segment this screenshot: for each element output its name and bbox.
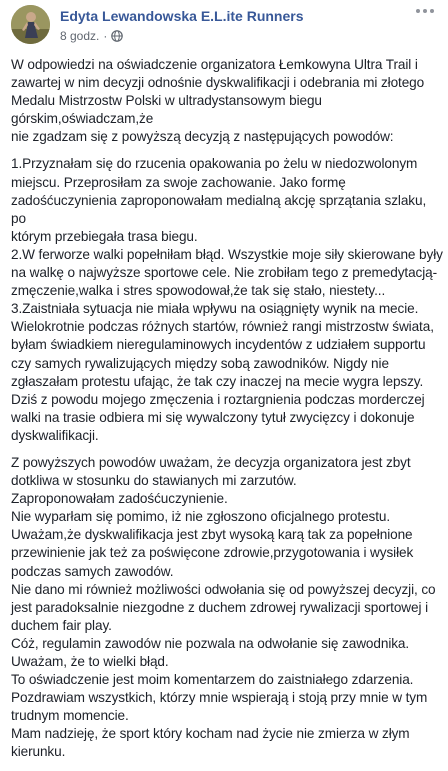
globe-icon[interactable] [111, 30, 123, 42]
post-header [0, 0, 448, 50]
author-name[interactable]: Edyta Lewandowska E.L.ite Runners [60, 8, 304, 24]
avatar-photo [11, 5, 50, 44]
more-options-icon[interactable] [414, 4, 436, 18]
avatar[interactable] [11, 5, 50, 44]
post-meta [60, 29, 123, 43]
post-timestamp[interactable]: 8 godz. [60, 29, 100, 43]
post-paragraph: 1.Przyznałam się do rzucenia opakowania po żelu w niedozwolonym miejscu. Przeprosiłam za swoje zachowanie. Jako formę zadośćuczynienia zaproponowałam medialną akcję sprzątania szlaku, po którym przebiegała trasa biegu. 2.W ferworze walki popełniłam błąd. Wszystkie moje siły skierowane były na walkę o najwyższe sportowe cele. Nie zrobiłam tego z premedytacją- zmęczenie,walka i stres spowodował,że tak się stało, niestety... 3.Zaistniała sytuacja nie miała wpływu na osiągnięty wynik na mecie. Wielokrotnie podczas różnych startów, również rangi mistrzostw świata, byłam świadkiem nieregulaminowych incydentów z udziałem supportu czy samych rywalizujących między sobą zawodników. Nigdy nie zgłaszałam protestu ufając, że tak czy inaczej na mecie wygra lepszy. Dziś z powodu mojego zmęczenia i roztargnienia podczas morderczej walki na trasie odbiera mi się wywalczony tytuł zwycięzcy i dokonuje dyskwalifikacji. [11, 156, 443, 443]
post-paragraph: Z powyższych powodów uważam, że decyzja organizatora jest zbyt dotkliwa w stosunku do stawianych mi zarzutów. Zaproponowałam zadośćuczynienie. Nie wyparłam się pomimo, iż nie zgłoszono oficjalnego protestu. Uważam,że dyskwalifikacja jest zbyt wysoką karą tak za popełnione przewinienie jak też za poświęcone zdrowie,przygotowania i wysiłek podczas samych zawodów. Nie dano mi również możliwości odwołania się od powyższej decyzji, co jest paradoksalnie niezgodne z duchem zdrowej rywalizacji sportowej i duchem fair play. Cóż, regulamin zawodów nie pozwala na odwołanie się zawodnika. Uważam, że to wielki błąd. To oświadczenie jest moim komentarzem do zaistniałego zdarzenia. Pozdrawiam wszystkich, którzy mnie wspierają i stoją przy mnie w tym trudnym momencie. Mam nadzieję, że sport który kocham nad życie nie zmierza w złym kierunku. [11, 454, 436, 760]
post-body [11, 56, 443, 771]
meta-separator: · [103, 29, 108, 43]
post-paragraph: W odpowiedzi na oświadczenie organizatora Łemkowyna Ultra Trail i zawartej w nim decyzji odnośnie dyskwalifikacji i odebrania mi złotego Medalu Mistrzostw Polski w ultradystansowym biegu górskim,oświadczam,że nie zgadzam się z powyższą decyzją z następujących powodów: [11, 57, 425, 145]
